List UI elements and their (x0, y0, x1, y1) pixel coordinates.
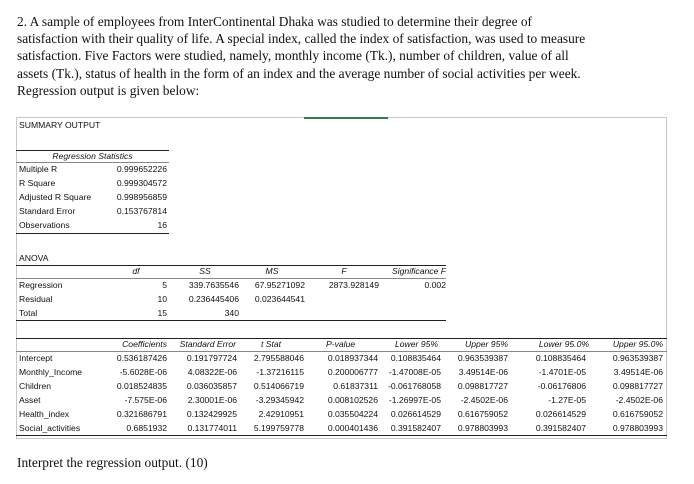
coef-row-label: Health_index (19, 409, 70, 419)
coef-cell: -1.4701E-05 (538, 367, 586, 377)
coef-row-label: Children (19, 381, 52, 391)
coef-cell: 0.321686791 (116, 409, 167, 419)
coef-cell: 5.199759778 (253, 423, 304, 433)
anova-cell: 0.002 (424, 280, 446, 290)
anova-header: SS (199, 266, 211, 276)
coef-cell: 0.616759052 (457, 409, 508, 419)
coef-cell: 0.108835464 (535, 353, 586, 363)
coef-cell: -2.4502E-06 (460, 395, 508, 405)
stat-label: Multiple R (19, 164, 58, 174)
coef-cell: 2.42910951 (258, 409, 304, 419)
stat-label: R Square (19, 178, 56, 188)
coef-cell: 0.963539387 (457, 353, 508, 363)
coef-cell: -1.47008E-05 (388, 367, 441, 377)
coef-header: Upper 95.0% (612, 339, 663, 349)
coef-row-label: Social_activities (19, 423, 81, 433)
coef-cell: 0.036035857 (186, 381, 237, 391)
anova-row-label: Total (19, 308, 38, 318)
interpretation-prompt: Interpret the regression output. (10) (17, 455, 208, 470)
coef-header: Upper 95% (465, 339, 508, 349)
coef-cell: 0.61837311 (333, 381, 378, 391)
stat-value: 0.999652226 (116, 164, 167, 174)
coef-cell: 0.018524835 (116, 381, 167, 391)
anova-row-label: Residual (19, 294, 53, 304)
coef-cell: 0.131774011 (187, 423, 237, 433)
regression-stats-header: Regression Statistics (52, 151, 133, 161)
coef-cell: 2.795588046 (253, 353, 304, 363)
coef-cell: 0.391582407 (390, 423, 441, 433)
coef-cell: 3.49514E-06 (613, 367, 663, 377)
stat-label: Observations (19, 220, 70, 230)
coef-cell: -1.26997E-05 (388, 395, 441, 405)
coef-cell: 0.026614529 (390, 409, 441, 419)
stat-label: Standard Error (19, 206, 76, 216)
coef-cell: -1.27E-05 (548, 395, 586, 405)
anova-cell: 0.023644541 (254, 294, 305, 304)
coef-cell: 0.008102526 (327, 395, 378, 405)
coef-header: Lower 95% (395, 339, 438, 349)
selected-cell-border (304, 117, 388, 119)
coef-cell: 0.035504224 (327, 409, 378, 419)
coef-cell: 0.536187426 (116, 353, 167, 363)
question-line: Regression output is given below: (17, 82, 200, 98)
coef-cell: 4.08322E-06 (187, 367, 237, 377)
anova-cell: 5 (162, 280, 167, 290)
coef-header: Standard Error (179, 339, 236, 349)
regression-output-sheet (16, 117, 667, 439)
question-text (17, 13, 679, 99)
question-line: assets (Tk.), status of health in the form of an index and the average number of social activities per week. (17, 65, 581, 81)
anova-header: df (132, 266, 140, 276)
anova-cell: 15 (157, 308, 167, 318)
anova-cell: 2873.928149 (328, 280, 379, 290)
coef-header: Coefficients (122, 339, 167, 349)
question-line: satisfaction with their quality of life. A special index, called the index of satisfaction, was used to measure (17, 31, 586, 47)
summary-title: SUMMARY OUTPUT (19, 120, 101, 130)
coef-cell: -0.06176806 (537, 381, 586, 391)
coef-cell: 0.391582407 (535, 423, 586, 433)
coef-cell: 0.132429925 (186, 409, 237, 419)
coef-cell: 0.098817727 (612, 381, 663, 391)
anova-cell: 10 (157, 294, 167, 304)
coef-cell: 0.963539387 (612, 353, 663, 363)
anova-header: MS (265, 266, 279, 276)
coef-cell: -2.4502E-06 (615, 395, 663, 405)
anova-title: ANOVA (19, 253, 49, 263)
coef-cell: 0.191797724 (186, 353, 237, 363)
anova-cell: 340 (224, 308, 239, 318)
stat-value: 0.153767814 (116, 206, 167, 216)
coef-cell: -7.575E-06 (124, 395, 167, 405)
coef-cell: 0.978803993 (612, 423, 663, 433)
stat-value: 0.998956859 (116, 192, 167, 202)
coef-header: Lower 95.0% (538, 339, 589, 349)
coef-cell: 0.514066719 (253, 381, 304, 391)
anova-cell: 0.236445406 (188, 294, 239, 304)
coef-cell: 0.200006777 (327, 367, 378, 377)
coef-cell: 0.000401436 (327, 423, 378, 433)
coef-row-label: Monthly_Income (19, 367, 83, 377)
stat-value: 16 (157, 220, 167, 230)
stat-value: 0.999304572 (116, 178, 167, 188)
coef-cell: 0.6851932 (126, 423, 167, 433)
coef-cell: -0.061768058 (387, 381, 441, 391)
coef-cell: -1.37216115 (256, 367, 304, 377)
anova-row-label: Regression (19, 280, 63, 290)
anova-header: Significance F (392, 266, 446, 276)
coef-cell: 2.30001E-06 (187, 395, 237, 405)
coef-header: t Stat (260, 339, 282, 349)
coef-row-label: Intercept (19, 353, 53, 363)
anova-header: F (341, 266, 347, 276)
coef-cell: 3.49514E-06 (458, 367, 508, 377)
anova-cell: 67.95271092 (254, 280, 305, 290)
anova-cell: 339.7635546 (188, 280, 239, 290)
coef-cell: 0.018937344 (327, 353, 378, 363)
coef-header: P-value (326, 339, 356, 349)
coef-cell: 0.026614529 (535, 409, 586, 419)
coef-cell: -3.29345942 (255, 395, 304, 405)
coef-cell: 0.108835464 (390, 353, 441, 363)
question-line: 2. A sample of employees from InterContinental Dhaka was studied to determine their degree of (17, 14, 533, 29)
coef-cell: 0.098817727 (457, 381, 508, 391)
question-line: satisfaction. Five Factors were studied, namely, monthly income (Tk.), number of children, value of all (17, 48, 569, 64)
stat-label: Adjusted R Square (19, 192, 92, 202)
coef-cell: 0.978803993 (457, 423, 508, 433)
coef-cell: 0.616759052 (612, 409, 663, 419)
coef-cell: -5.6028E-06 (119, 367, 167, 377)
coef-row-label: Asset (19, 395, 41, 405)
